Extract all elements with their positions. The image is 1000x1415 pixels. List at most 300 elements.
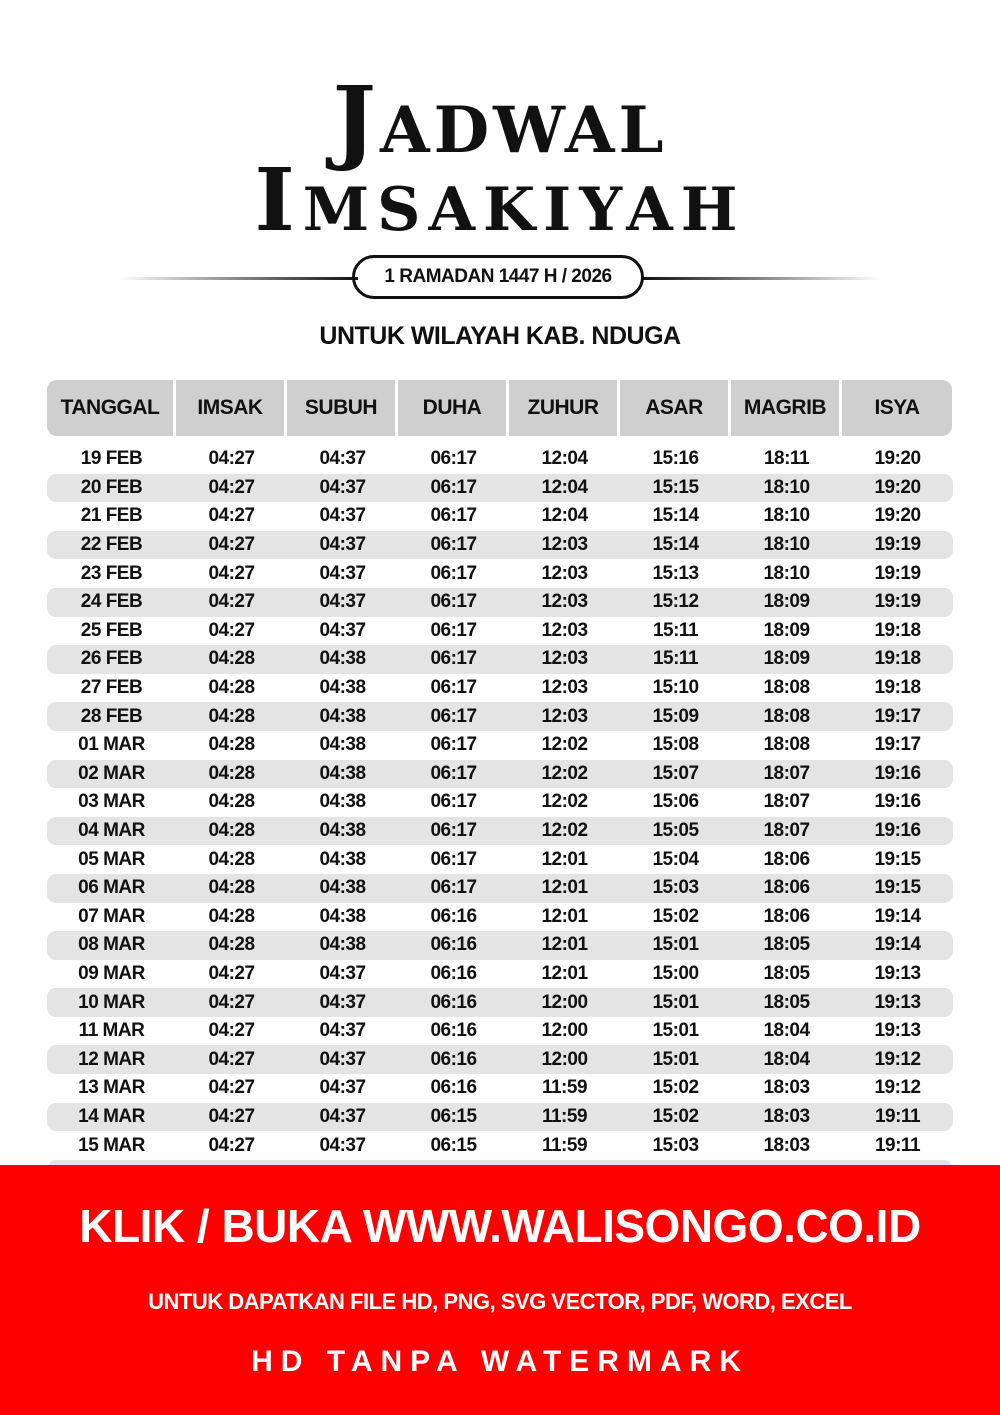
cell-text: 15:14: [652, 534, 699, 556]
table-cell: [176, 791, 287, 813]
cell-text: 12:03: [541, 705, 588, 727]
cell-text: 18:08: [763, 734, 810, 756]
table-cell: [47, 1049, 176, 1071]
table-cell: [731, 1106, 842, 1128]
table-cell: [620, 734, 731, 756]
table-cell: [731, 763, 842, 785]
table-cell: [398, 1049, 509, 1071]
table-cell: [842, 591, 953, 613]
divider-left: [118, 277, 358, 280]
table-row: [47, 988, 953, 1017]
cell-text: 04:38: [319, 877, 366, 899]
table-cell: [287, 1020, 398, 1042]
table-cell: [47, 505, 176, 527]
table-row: [47, 903, 953, 932]
table-cell: [509, 1077, 620, 1099]
table-cell: [731, 648, 842, 670]
cell-text: 19:11: [874, 1134, 921, 1156]
banner-subline: UNTUK DAPATKAN FILE HD, PNG, SVG VECTOR, PDF, WORD, EXCEL: [148, 1289, 852, 1314]
cell-text: 06:17: [430, 619, 477, 641]
table-cell: [287, 849, 398, 871]
cell-text: 04:38: [319, 705, 366, 727]
cell-text: 04:37: [319, 1134, 366, 1156]
table-cell: [509, 1135, 620, 1157]
table-cell: [731, 992, 842, 1014]
cell-text: 04:37: [319, 448, 366, 470]
table-cell: [47, 963, 176, 985]
table-cell: [509, 820, 620, 842]
table-cell: [620, 906, 731, 928]
column-header-label: ZUHUR: [527, 396, 599, 419]
cell-text: 18:08: [763, 705, 810, 727]
column-header: [398, 380, 506, 436]
cell-text: 19:15: [874, 877, 921, 899]
cell-text: 04:27: [208, 448, 255, 470]
cell-text: 04:27: [208, 591, 255, 613]
cell-text: 12:03: [541, 534, 588, 556]
cell-text: 04:28: [208, 877, 255, 899]
table-row: [47, 1074, 953, 1103]
table-cell: [620, 791, 731, 813]
cell-text: 15:14: [652, 505, 699, 527]
table-cell: [620, 1106, 731, 1128]
table-row: [47, 474, 953, 503]
cell-text: 04:38: [319, 848, 366, 870]
table-cell: [842, 1135, 953, 1157]
table-cell: [620, 877, 731, 899]
cell-text: 18:05: [763, 991, 810, 1013]
table-cell: [47, 992, 176, 1014]
cell-text: 18:05: [763, 962, 810, 984]
table-cell: [509, 734, 620, 756]
table-cell: [842, 906, 953, 928]
cell-text: 15:00: [652, 962, 699, 984]
cell-text: 12:01: [541, 962, 588, 984]
table-cell: [509, 934, 620, 956]
cell-text: 10 MAR: [78, 991, 145, 1013]
cell-text: 15 MAR: [78, 1134, 145, 1156]
table-cell: [287, 906, 398, 928]
cell-text: 20 FEB: [80, 476, 143, 498]
table-row: [47, 817, 953, 846]
table-cell: [176, 706, 287, 728]
cell-text: 04:27: [208, 476, 255, 498]
column-header-label: SUBUH: [304, 396, 378, 419]
table-cell: [287, 534, 398, 556]
cell-text: 19:15: [874, 848, 921, 870]
column-header-label: IMSAK: [197, 396, 263, 419]
table-cell: [287, 963, 398, 985]
cell-text: 06:16: [430, 934, 477, 956]
table-row: [47, 445, 953, 474]
table-cell: [287, 591, 398, 613]
table-cell: [731, 849, 842, 871]
cell-text: 11:59: [541, 1077, 588, 1099]
cell-text: 19:17: [874, 705, 921, 727]
cell-text: 04:37: [319, 505, 366, 527]
table-cell: [620, 820, 731, 842]
table-cell: [176, 1049, 287, 1071]
table-cell: [731, 591, 842, 613]
table-cell: [398, 706, 509, 728]
table-cell: [176, 591, 287, 613]
table-cell: [620, 534, 731, 556]
table-cell: [620, 1135, 731, 1157]
table-cell: [398, 963, 509, 985]
cell-text: 04:37: [319, 534, 366, 556]
cell-text: 06:16: [430, 1077, 477, 1099]
cell-text: 14 MAR: [78, 1105, 145, 1127]
cell-text: 19:12: [874, 1077, 921, 1099]
table-cell: [842, 820, 953, 842]
table-cell: [842, 849, 953, 871]
cell-text: 15:02: [652, 1077, 699, 1099]
cell-text: 12:01: [541, 934, 588, 956]
cell-text: 04:37: [319, 1105, 366, 1127]
cell-text: 04:28: [208, 648, 255, 670]
table-cell: [620, 849, 731, 871]
cell-text: 24 FEB: [80, 591, 143, 613]
cell-text: 19:17: [874, 734, 921, 756]
table-cell: [842, 734, 953, 756]
cell-text: 02 MAR: [78, 762, 145, 784]
cell-text: 06:17: [430, 877, 477, 899]
cell-text: 06:16: [430, 962, 477, 984]
cell-text: 15:07: [652, 762, 699, 784]
table-cell: [509, 620, 620, 642]
cell-text: 06:16: [430, 1020, 477, 1042]
cell-text: 12:00: [541, 1048, 588, 1070]
table-cell: [842, 877, 953, 899]
cell-text: 05 MAR: [78, 848, 145, 870]
cell-text: 04:38: [319, 762, 366, 784]
table-row: [47, 1131, 953, 1160]
cell-text: 15:15: [652, 476, 699, 498]
table-cell: [509, 1020, 620, 1042]
schedule-table: [47, 445, 953, 1188]
table-cell: [287, 1077, 398, 1099]
cell-text: 12:02: [541, 820, 588, 842]
title-line2: Imsakiyah: [254, 150, 746, 251]
column-header: [176, 380, 284, 436]
table-cell: [620, 620, 731, 642]
table-cell: [176, 992, 287, 1014]
table-cell: [47, 620, 176, 642]
table-cell: [47, 1106, 176, 1128]
table-cell: [731, 448, 842, 470]
table-cell: [47, 1135, 176, 1157]
table-cell: [620, 448, 731, 470]
table-row: [47, 1017, 953, 1046]
cell-text: 12:00: [541, 991, 588, 1013]
cell-text: 15:06: [652, 791, 699, 813]
table-cell: [620, 963, 731, 985]
cell-text: 04:27: [208, 1077, 255, 1099]
banner-headline[interactable]: KLIK / BUKA WWW.WALISONGO.CO.ID: [79, 1200, 921, 1252]
table-row: [47, 960, 953, 989]
table-cell: [509, 906, 620, 928]
table-cell: [176, 534, 287, 556]
table-cell: [176, 563, 287, 585]
cell-text: 19:20: [874, 448, 921, 470]
cell-text: 06:17: [430, 677, 477, 699]
table-cell: [287, 1049, 398, 1071]
table-cell: [620, 1020, 731, 1042]
table-cell: [287, 448, 398, 470]
table-cell: [842, 677, 953, 699]
table-cell: [176, 1135, 287, 1157]
cell-text: 18:06: [763, 905, 810, 927]
table-cell: [842, 505, 953, 527]
table-cell: [842, 1077, 953, 1099]
table-cell: [509, 706, 620, 728]
table-cell: [509, 877, 620, 899]
table-cell: [731, 963, 842, 985]
column-header: [620, 380, 728, 436]
cell-text: 12:00: [541, 1020, 588, 1042]
table-cell: [842, 1049, 953, 1071]
cell-text: 06:17: [430, 791, 477, 813]
cell-text: 04:37: [319, 962, 366, 984]
cell-text: 15:01: [652, 934, 699, 956]
table-cell: [176, 620, 287, 642]
cell-text: 04:37: [319, 1048, 366, 1070]
table-cell: [398, 591, 509, 613]
table-cell: [287, 934, 398, 956]
cell-text: 18:09: [763, 591, 810, 613]
table-cell: [398, 934, 509, 956]
table-row: [47, 588, 953, 617]
cell-text: 19:16: [874, 791, 921, 813]
table-cell: [398, 563, 509, 585]
table-cell: [620, 934, 731, 956]
cell-text: 19:20: [874, 476, 921, 498]
cell-text: 19:18: [874, 648, 921, 670]
cell-text: 19:13: [874, 962, 921, 984]
cell-text: 04:28: [208, 791, 255, 813]
cell-text: 04:28: [208, 762, 255, 784]
table-cell: [176, 677, 287, 699]
cell-text: 04:37: [319, 1077, 366, 1099]
cell-text: 12:04: [541, 505, 588, 527]
cell-text: 19:18: [874, 677, 921, 699]
cell-text: 18:10: [763, 505, 810, 527]
cell-text: 19:19: [874, 562, 921, 584]
cell-text: 06:17: [430, 505, 477, 527]
table-cell: [47, 677, 176, 699]
table-row: [47, 931, 953, 960]
table-cell: [398, 648, 509, 670]
cell-text: 12:04: [541, 448, 588, 470]
table-cell: [176, 963, 287, 985]
table-cell: [731, 677, 842, 699]
table-cell: [287, 477, 398, 499]
cell-text: 04:28: [208, 934, 255, 956]
cell-text: 18:07: [763, 820, 810, 842]
cell-text: 04:38: [319, 791, 366, 813]
table-cell: [398, 1135, 509, 1157]
cell-text: 18:09: [763, 619, 810, 641]
table-cell: [731, 934, 842, 956]
cell-text: 18:04: [763, 1048, 810, 1070]
table-cell: [398, 992, 509, 1014]
cell-text: 18:07: [763, 762, 810, 784]
cell-text: 12:03: [541, 677, 588, 699]
promo-banner[interactable]: [0, 1165, 1000, 1415]
table-cell: [287, 1106, 398, 1128]
table-cell: [176, 820, 287, 842]
table-cell: [398, 448, 509, 470]
title-line1: Jadwal: [332, 66, 668, 174]
table-cell: [842, 620, 953, 642]
column-header: [287, 380, 395, 436]
table-row: [47, 788, 953, 817]
cell-text: 04:37: [319, 562, 366, 584]
cell-text: 04:28: [208, 677, 255, 699]
cell-text: 12:01: [541, 905, 588, 927]
table-row: [47, 531, 953, 560]
table-cell: [842, 1020, 953, 1042]
cell-text: 07 MAR: [78, 905, 145, 927]
cell-text: 06:17: [430, 448, 477, 470]
table-cell: [731, 1077, 842, 1099]
table-cell: [47, 563, 176, 585]
table-row: [47, 674, 953, 703]
cell-text: 19:19: [874, 534, 921, 556]
table-cell: [509, 563, 620, 585]
table-cell: [842, 563, 953, 585]
table-cell: [176, 849, 287, 871]
column-header-label: DUHA: [422, 396, 482, 419]
cell-text: 18:06: [763, 848, 810, 870]
table-cell: [176, 1020, 287, 1042]
table-cell: [287, 877, 398, 899]
period-text: 1 RAMADAN 1447 H / 2026: [384, 266, 612, 287]
cell-text: 06:17: [430, 848, 477, 870]
cell-text: 06 MAR: [78, 877, 145, 899]
cell-text: 19:18: [874, 619, 921, 641]
table-cell: [398, 505, 509, 527]
cell-text: 06:17: [430, 591, 477, 613]
table-cell: [176, 934, 287, 956]
table-cell: [47, 849, 176, 871]
cell-text: 19:16: [874, 820, 921, 842]
cell-text: 15:05: [652, 820, 699, 842]
cell-text: 18:11: [763, 448, 810, 470]
table-cell: [731, 505, 842, 527]
table-cell: [398, 877, 509, 899]
cell-text: 04:27: [208, 962, 255, 984]
table-cell: [176, 1106, 287, 1128]
cell-text: 18:03: [763, 1105, 810, 1127]
table-cell: [509, 591, 620, 613]
table-cell: [47, 734, 176, 756]
cell-text: 28 FEB: [80, 705, 143, 727]
cell-text: 04:28: [208, 848, 255, 870]
cell-text: 18:10: [763, 562, 810, 584]
table-cell: [509, 849, 620, 871]
table-cell: [620, 706, 731, 728]
cell-text: 04:27: [208, 1105, 255, 1127]
cell-text: 15:08: [652, 734, 699, 756]
cell-text: 15:16: [652, 448, 699, 470]
cell-text: 12 MAR: [78, 1048, 145, 1070]
table-cell: [731, 1020, 842, 1042]
cell-text: 06:16: [430, 1048, 477, 1070]
cell-text: 21 FEB: [80, 505, 143, 527]
table-cell: [398, 791, 509, 813]
cell-text: 11:59: [541, 1105, 588, 1127]
table-cell: [398, 620, 509, 642]
table-cell: [509, 534, 620, 556]
table-cell: [731, 1049, 842, 1071]
cell-text: 15:11: [652, 648, 699, 670]
cell-text: 04:38: [319, 734, 366, 756]
table-cell: [731, 1135, 842, 1157]
table-cell: [287, 620, 398, 642]
table-cell: [176, 906, 287, 928]
cell-text: 04:28: [208, 705, 255, 727]
cell-text: 06:17: [430, 648, 477, 670]
table-cell: [287, 505, 398, 527]
table-cell: [176, 505, 287, 527]
cell-text: 18:03: [763, 1134, 810, 1156]
region-text: UNTUK WILAYAH KAB. NDUGA: [319, 322, 681, 350]
cell-text: 12:04: [541, 476, 588, 498]
cell-text: 06:17: [430, 534, 477, 556]
cell-text: 27 FEB: [80, 677, 143, 699]
table-cell: [509, 677, 620, 699]
cell-text: 18:10: [763, 476, 810, 498]
cell-text: 19:11: [874, 1105, 921, 1127]
cell-text: 06:16: [430, 905, 477, 927]
cell-text: 06:15: [430, 1105, 477, 1127]
cell-text: 19 FEB: [80, 448, 143, 470]
table-cell: [176, 648, 287, 670]
table-cell: [398, 1020, 509, 1042]
cell-text: 04:37: [319, 476, 366, 498]
table-cell: [620, 563, 731, 585]
table-row: [47, 645, 953, 674]
cell-text: 04:27: [208, 991, 255, 1013]
cell-text: 15:12: [652, 591, 699, 613]
table-cell: [287, 820, 398, 842]
cell-text: 19:12: [874, 1048, 921, 1070]
cell-text: 04:37: [319, 1020, 366, 1042]
cell-text: 12:03: [541, 591, 588, 613]
cell-text: 12:03: [541, 648, 588, 670]
cell-text: 18:03: [763, 1077, 810, 1099]
table-cell: [47, 591, 176, 613]
table-cell: [509, 963, 620, 985]
cell-text: 04:37: [319, 591, 366, 613]
table-cell: [176, 477, 287, 499]
table-row: [47, 502, 953, 531]
table-cell: [47, 763, 176, 785]
cell-text: 04:28: [208, 820, 255, 842]
column-header-label: MAGRIB: [743, 396, 827, 419]
table-cell: [731, 791, 842, 813]
cell-text: 15:03: [652, 877, 699, 899]
cell-text: 13 MAR: [78, 1077, 145, 1099]
table-row: [47, 1103, 953, 1132]
cell-text: 04:38: [319, 677, 366, 699]
table-cell: [620, 763, 731, 785]
table-cell: [398, 1106, 509, 1128]
table-cell: [731, 906, 842, 928]
cell-text: 15:01: [652, 1048, 699, 1070]
cell-text: 25 FEB: [80, 619, 143, 641]
